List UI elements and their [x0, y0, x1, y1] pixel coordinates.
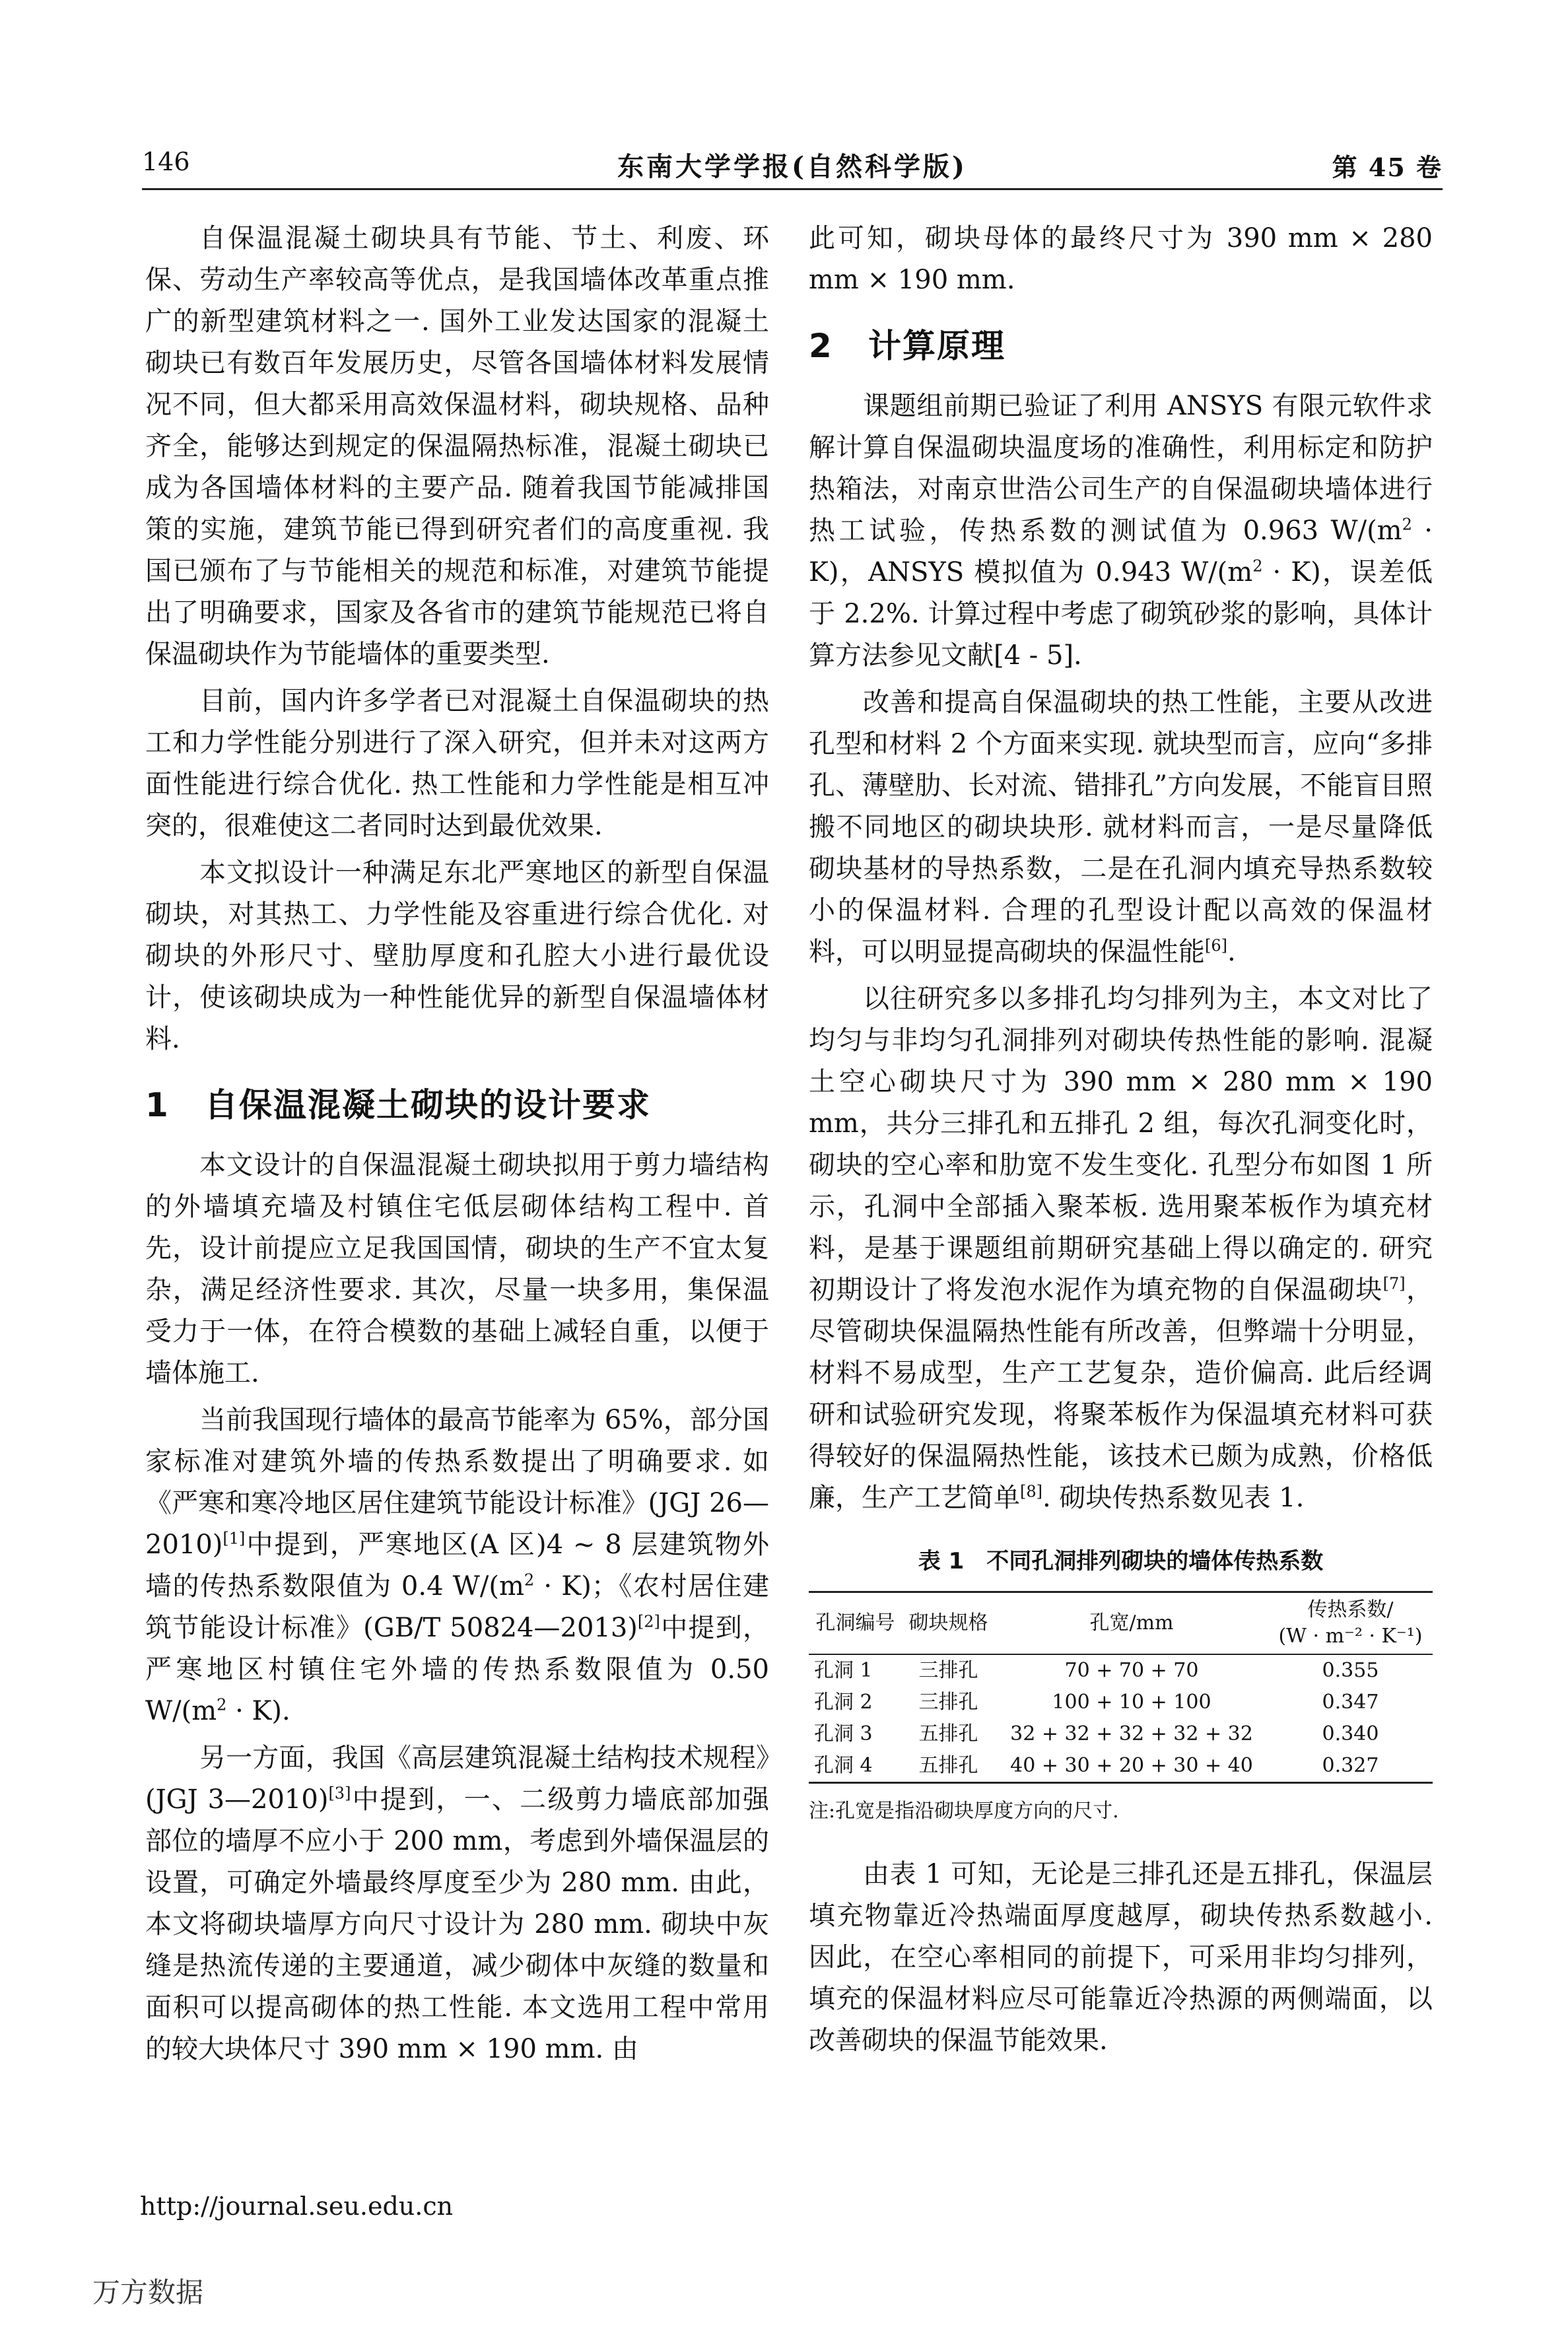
citation-ref: [3] [328, 1784, 351, 1803]
col-header: 砌块规格 [902, 1592, 995, 1655]
col-header: 传热系数/ (W · m⁻² · K⁻¹) [1268, 1592, 1433, 1655]
intro-paragraph: 本文拟设计一种满足东北严寒地区的新型自保温砌块，对其热工、力学性能及容重进行综合优化. 对砌块的外形尺寸、壁肋厚度和孔腔大小进行最优设计，使该砌块成为一种性能优异的新型自保温墙体材料. [145, 858, 769, 1054]
body-paragraph: 课题组前期已验证了利用 ANSYS 有限元软件求解计算自保温砌块温度场的准确性，利用标定和防护热箱法，对南京世浩公司生产的自保温砌块墙体进行热工试验，传热系数的测试值为 0.963 $W/(m^2 \cdot K)$，ANSYS 模拟值为 0.943 $W/(m^2 \cdot K)$，误差低于 2.2%. 计算过程中考虑了砌筑砂浆的影响，具体计算方法参见文献[4 - 5]. [809, 391, 1433, 671]
section-title: 自保温混凝土砌块的设计要求 [205, 1086, 651, 1124]
watermark: 万方数据 [92, 2276, 204, 2309]
body-paragraph: 另一方面，我国《高层建筑混凝土结构技术规程》(JGJ 3—2010)[3]中提到，一、二级剪力墙底部加强部位的墙厚不应小于 200 mm，考虑到外墙保温层的设置，可确定外墙最终厚度至少为 280 mm. 由此，本文将砌块墙厚方向尺寸设计为 280 mm. 砌块中灰缝是热流传递的主要通道，减少砌体中灰缝的数量和面积可以提高砌体的热工性能. 本文选用工程中常用的较大块体尺寸 390 mm × 190 mm. 由 [145, 1743, 769, 2064]
body-paragraph: 由表 1 可知，无论是三排孔还是五排孔，保温层填充物靠近冷热端面厚度越厚，砌块传热系数越小. 因此，在空心率相同的前提下，可采用非均匀排列，填充的保温材料应尽可能靠近冷热源的两侧端面，以改善砌块的保温节能效果. [809, 1859, 1433, 2056]
table-row: 孔洞 4 五排孔 40 + 30 + 20 + 30 + 40 0.327 [814, 1754, 1379, 1777]
journal-title: 东南大学学报(自然科学版) [617, 151, 967, 182]
right-column [809, 218, 1433, 2067]
citation-ref: [6] [1205, 936, 1227, 955]
table-row: 孔洞 3 五排孔 32 + 32 + 32 + 32 + 32 0.340 [814, 1722, 1379, 1745]
citation-ref: [8] [1020, 1482, 1042, 1501]
running-header [142, 142, 1443, 190]
heat-transfer-table [809, 1591, 1433, 1784]
section-2-heading [809, 320, 1433, 367]
citation-ref: [2] [637, 1612, 660, 1631]
page-number: 146 [142, 147, 190, 176]
body-paragraph: 以往研究多以多排孔均匀排列为主，本文对比了均匀与非均匀孔洞排列对砌块传热性能的影响. 混凝土空心砌块尺寸为 390 mm × 280 mm × 190 mm，共分三排孔和五排孔 2 组，每次孔洞变化时，砌块的空心率和肋宽不发生变化. 孔型分布如图 1 所示，孔洞中全部插入聚苯板. 选用聚苯板作为填充材料，是基于课题组前期研究基础上得以确定的. 研究初期设计了将发泡水泥作为填充物的自保温砌块[7]，尽管砌块保温隔热性能有所改善，但弊端十分明显，材料不易成型，生产工艺复杂，造价偏高. 此后经调研和试验研究发现，将聚苯板作为保温填充材料可获得较好的保温隔热性能，该技术已颇为成熟，价格低廉，生产工艺简单[8]. 砌块传热系数见表 1. [809, 984, 1433, 1513]
volume-label: 第 45 卷 [1332, 152, 1443, 182]
section-1-heading [145, 1079, 769, 1126]
table-header-row [809, 1592, 1433, 1655]
table-note: 注:孔宽是指沿砌块厚度方向的尺寸. [809, 1800, 1119, 1823]
left-column [145, 218, 769, 2075]
body-paragraph: 当前我国现行墙体的最高节能率为 65%，部分国家标准对建筑外墙的传热系数提出了明确要求. 如《严寒和寒冷地区居住建筑节能设计标准》(JGJ 26—2010)[1]中提到，严寒地区(A 区)4 ~ 8 层建筑物外墙的传热系数限值为 0.4 $W/(m^2 \cdot K)$；《农村居住建筑节能设计标准》(GB/T 50824—2013)[2]中提到，严寒地区村镇住宅外墙的传热系数限值为 0.50 $W/(m^2 \cdot K)$. [145, 1405, 770, 1726]
citation-ref: [7] [1382, 1274, 1406, 1293]
table-row: 孔洞 1 三排孔 70 + 70 + 70 0.355 [814, 1659, 1379, 1682]
journal-url: http://journal.seu.edu.cn [140, 2192, 454, 2221]
body-paragraph: 本文设计的自保温混凝土砌块拟用于剪力墙结构的外墙填充墙及村镇住宅低层砌体结构工程中. 首先，设计前提应立足我国国情，砌块的生产不宜太复杂，满足经济性要求. 其次，尽量一块多用，集保温受力于一体，在符合模数的基础上减轻自重，以便于墙体施工. [145, 1150, 769, 1388]
section-title: 计算原理 [868, 327, 1006, 365]
table-row: 孔洞 2 三排孔 100 + 10 + 100 0.347 [814, 1691, 1379, 1714]
section-number: 1 [145, 1086, 170, 1124]
continued-paragraph: 此可知，砌块母体的最终尺寸为 390 mm × 280 mm × 190 mm. [809, 223, 1433, 295]
body-paragraph: 改善和提高自保温砌块的热工性能，主要从改进孔型和材料 2 个方面来实现. 就块型而言，应向“多排孔、薄壁肋、长对流、错排孔”方向发展，不能盲目照搬不同地区的砌块块形. 就材料而言，一是尽量降低砌块基材的导热系数，二是在孔洞内填充导热系数较小的保温材料. 合理的孔型设计配以高效的保温材料，可以明显提高砌块的保温性能[6]. [809, 687, 1433, 967]
intro-paragraph: 自保温混凝土砌块具有节能、节土、利废、环保、劳动生产率较高等优点，是我国墙体改革重点推广的新型建筑材料之一. 国外工业发达国家的混凝土砌块已有数百年发展历史，尽管各国墙体材料发展情况不同，但大都采用高效保温材料，砌块规格、品种齐全，能够达到规定的保温隔热标准，混凝土砌块已成为各国墙体材料的主要产品. 随着我国节能减排国策的实施，建筑节能已得到研究者们的高度重视. 我国已颁布了与节能相关的规范和标准，对建筑节能提出了明确要求，国家及各省市的建筑节能规范已将自保温砌块作为节能墙体的重要类型. [145, 223, 769, 669]
citation-ref: [1] [222, 1529, 246, 1548]
col-header: 孔洞编号 [809, 1592, 902, 1655]
section-number: 2 [809, 327, 833, 365]
col-header: 孔宽/mm [995, 1592, 1268, 1655]
table-caption: 表 1 不同孔洞排列砌块的墙体传热系数 [918, 1548, 1324, 1574]
intro-paragraph: 目前，国内许多学者已对混凝土自保温砌块的热工和力学性能分别进行了深入研究，但并未对这两方面性能进行综合优化. 热工性能和力学性能是相互冲突的，很难使这二者同时达到最优效果. [145, 686, 769, 841]
